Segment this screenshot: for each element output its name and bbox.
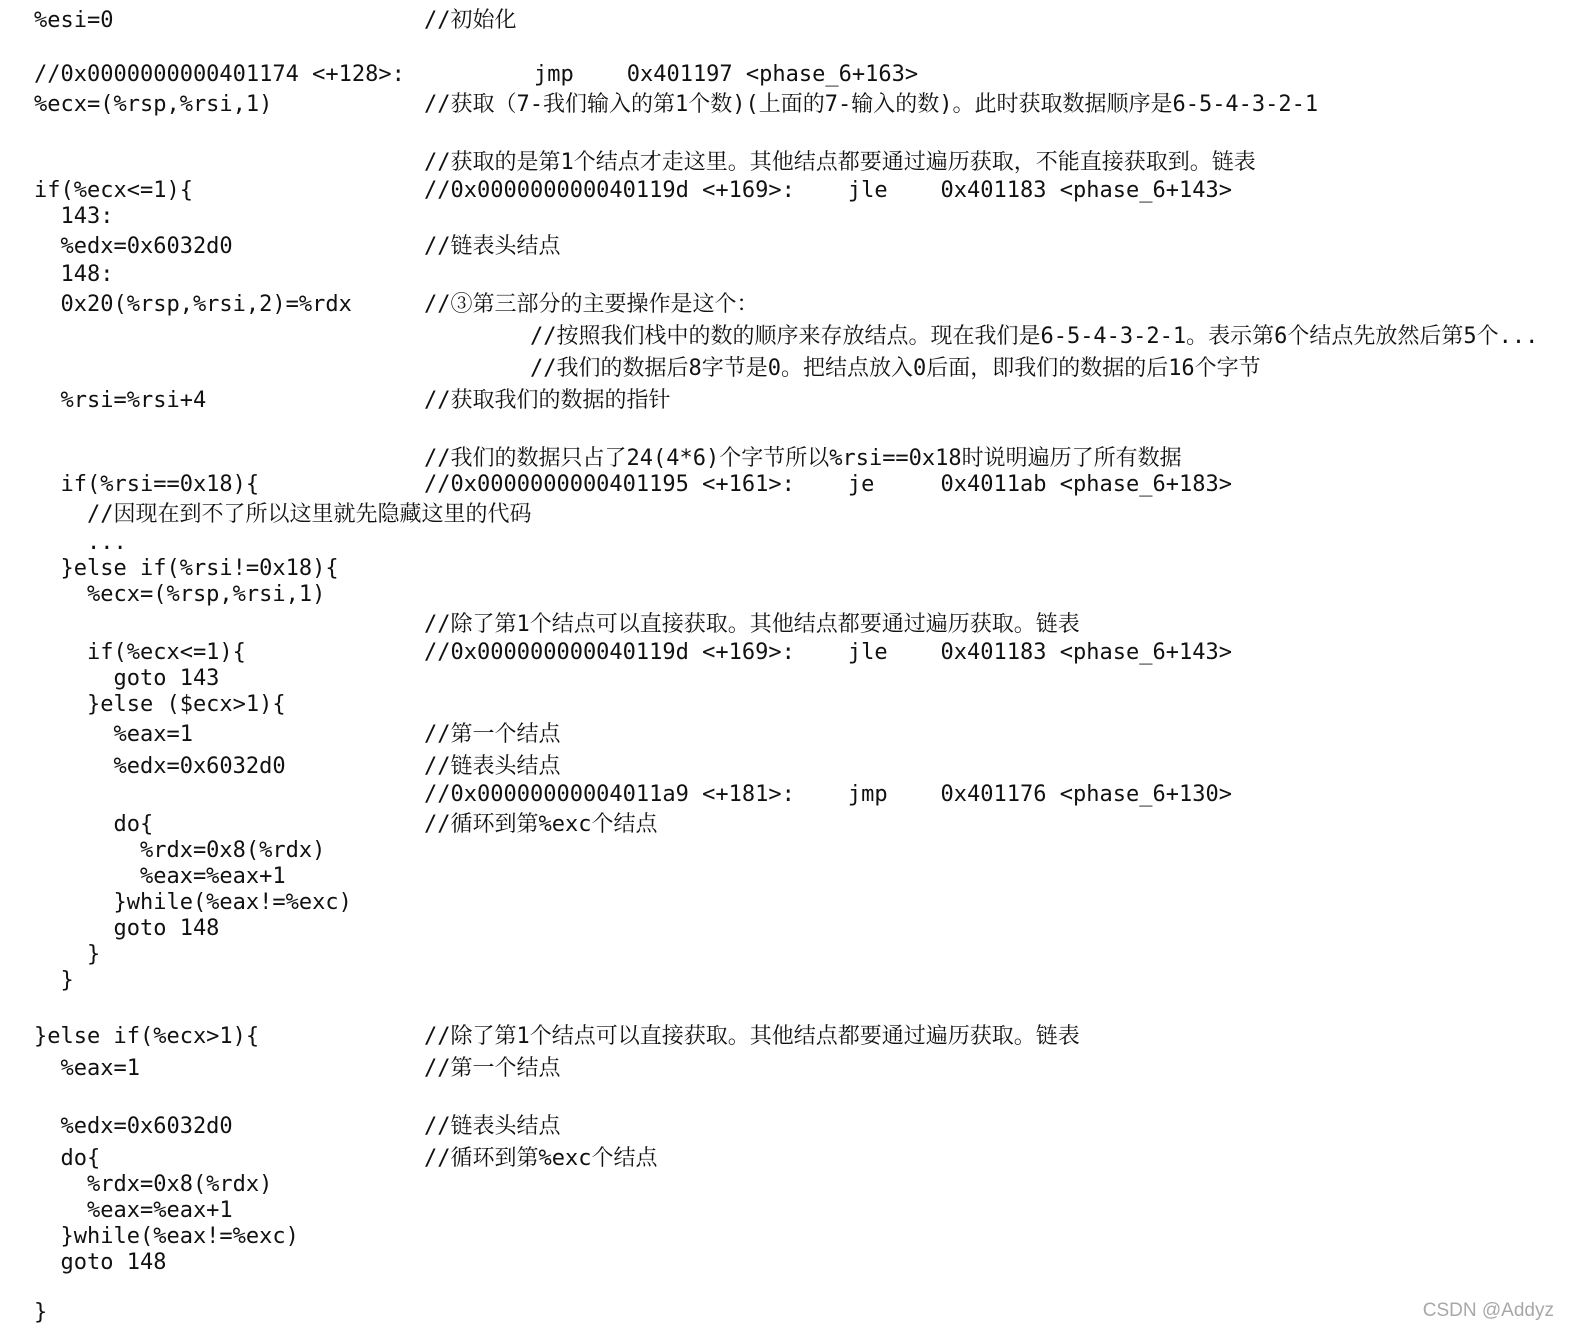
- code-comment: //第一个结点: [424, 722, 561, 747]
- code-comment: //0x000000000040119d <+169>: jle 0x401183 <phase_6+143>: [424, 640, 1232, 665]
- code-comment: //③第三部分的主要操作是这个：: [424, 292, 759, 317]
- code-line: }else if(%ecx>1){: [34, 1024, 260, 1049]
- code-comment: //初始化: [424, 8, 517, 33]
- code-line: }: [34, 968, 74, 993]
- code-line: goto 148: [34, 1250, 167, 1275]
- code-line: %rdx=0x8(%rdx): [34, 838, 326, 863]
- code-line: goto 148: [34, 916, 220, 941]
- code-comment: //链表头结点: [424, 234, 561, 259]
- code-line: %rsi=%rsi+4: [34, 388, 207, 413]
- code-line: }: [34, 942, 101, 967]
- code-line: if(%rsi==0x18){: [34, 472, 260, 497]
- code-comment: //第一个结点: [424, 1056, 561, 1081]
- code-line: %edx=0x6032d0: [34, 1114, 233, 1139]
- code-comment: jmp 0x401197 <phase_6+163>: [534, 62, 919, 87]
- csdn-watermark: CSDN @Addyz: [1422, 1300, 1554, 1321]
- code-line: goto 143: [34, 666, 220, 691]
- code-line: }else ($ecx>1){: [34, 692, 286, 717]
- code-line: 148:: [34, 262, 114, 287]
- code-line: //0x0000000000401174 <+128>:: [34, 62, 405, 87]
- code-comment: //链表头结点: [424, 1114, 561, 1139]
- code-comment: //我们的数据只占了24(4*6)个字节所以%rsi==0x18时说明遍历了所有数据: [424, 446, 1182, 471]
- code-comment: //0x00000000004011a9 <+181>: jmp 0x401176 <phase_6+130>: [424, 782, 1232, 807]
- code-comment: //除了第1个结点可以直接获取。其他结点都要通过遍历获取。链表: [424, 1024, 1080, 1049]
- code-line: 0x20(%rsp,%rsi,2)=%rdx: [34, 292, 352, 317]
- code-line: %ecx=(%rsp,%rsi,1): [34, 582, 326, 607]
- code-comment: //获取（7-我们输入的第1个数)(上面的7-输入的数)。此时获取数据顺序是6-5-4-3-2-1: [424, 92, 1319, 117]
- code-line: if(%ecx<=1){: [34, 640, 246, 665]
- code-line: %eax=1: [34, 722, 193, 747]
- code-comment: //循环到第%exc个结点: [424, 812, 658, 837]
- code-comment: //我们的数据后8字节是0。把结点放入0后面，即我们的数据的后16个字节: [424, 356, 1261, 381]
- code-line: %edx=0x6032d0: [34, 234, 233, 259]
- code-line: %eax=%eax+1: [34, 864, 286, 889]
- code-comment: //获取我们的数据的指针: [424, 388, 671, 413]
- code-line: %ecx=(%rsp,%rsi,1): [34, 92, 273, 117]
- code-line: if(%ecx<=1){: [34, 178, 193, 203]
- code-comment: //获取的是第1个结点才走这里。其他结点都要通过遍历获取，不能直接获取到。链表: [424, 150, 1256, 175]
- code-comment: //0x000000000040119d <+169>: jle 0x401183 <phase_6+143>: [424, 178, 1232, 203]
- code-line: %rdx=0x8(%rdx): [34, 1172, 273, 1197]
- code-line: }else if(%rsi!=0x18){: [34, 556, 339, 581]
- code-line: }while(%eax!=%exc): [34, 890, 352, 915]
- code-line: %edx=0x6032d0: [34, 754, 286, 779]
- code-line: }while(%eax!=%exc): [34, 1224, 299, 1249]
- code-line: //因现在到不了所以这里就先隐藏这里的代码: [34, 502, 532, 527]
- code-line: 143:: [34, 204, 114, 229]
- code-line: }: [34, 1300, 48, 1325]
- code-line: %eax=%eax+1: [34, 1198, 233, 1223]
- code-line: do{: [34, 1146, 101, 1171]
- code-line: %esi=0: [34, 8, 114, 33]
- code-line: %eax=1: [34, 1056, 140, 1081]
- code-comment: //除了第1个结点可以直接获取。其他结点都要通过遍历获取。链表: [424, 612, 1080, 637]
- code-comment: //按照我们栈中的数的顺序来存放结点。现在我们是6-5-4-3-2-1。表示第6个结点先放然后第5个...: [424, 324, 1539, 349]
- code-line: ...: [34, 530, 127, 555]
- code-comment: //0x0000000000401195 <+161>: je 0x4011ab <phase_6+183>: [424, 472, 1232, 497]
- code-comment: //链表头结点: [424, 754, 561, 779]
- code-comment: //循环到第%exc个结点: [424, 1146, 658, 1171]
- code-line: do{: [34, 812, 154, 837]
